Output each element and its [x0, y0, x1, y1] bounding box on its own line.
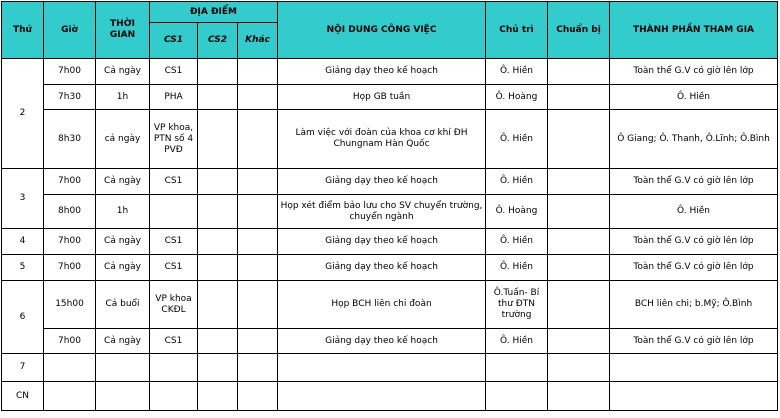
table-row: [2, 110, 778, 169]
prep-cell: [548, 281, 610, 329]
time-cell: 7h30: [44, 85, 96, 110]
host-cell: Ô. Hoàng: [486, 195, 548, 229]
content-cell: [278, 382, 486, 411]
table-row: [2, 382, 778, 411]
header-noi-dung: NỘI DUNG CÔNG VIỆC: [278, 2, 486, 59]
time-cell: 8h00: [44, 195, 96, 229]
day-cell: 4: [2, 229, 44, 255]
prep-cell: [548, 110, 610, 169]
content-cell: Giảng dạy theo kế hoạch: [278, 59, 486, 85]
cs2-cell: [198, 110, 238, 169]
participants-cell: Toàn thể G.V có giờ lên lớp: [610, 329, 778, 354]
header-thoi-gian: THỜI GIAN: [96, 2, 150, 59]
duration-cell: Cả ngày: [96, 229, 150, 255]
cs2-cell: [198, 329, 238, 354]
participants-cell: Toàn thể G.V có giờ lên lớp: [610, 255, 778, 281]
header-cs1: CS1: [150, 23, 198, 59]
prep-cell: [548, 229, 610, 255]
day-cell: 6: [2, 281, 44, 354]
host-cell: Ô. Hoàng: [486, 85, 548, 110]
participants-cell: Toàn thể G.V có giờ lên lớp: [610, 229, 778, 255]
cs1-cell: [150, 354, 198, 382]
table-row: [2, 85, 778, 110]
cs2-cell: [198, 229, 238, 255]
cs1-cell: CS1: [150, 169, 198, 195]
header-chuan-bi: Chuẩn bị: [548, 2, 610, 59]
participants-cell: Ô. Hiền: [610, 195, 778, 229]
header-thu: Thứ: [2, 2, 44, 59]
cs1-cell: CS1: [150, 255, 198, 281]
cs1-cell: [150, 382, 198, 411]
header-thanh-phan: THÀNH PHẦN THAM GIA: [610, 2, 778, 59]
time-cell: 7h00: [44, 255, 96, 281]
header-chu-tri: Chủ trì: [486, 2, 548, 59]
table-row: [2, 229, 778, 255]
day-cell: 3: [2, 169, 44, 229]
host-cell: Ô. Hiền: [486, 255, 548, 281]
participants-cell: [610, 382, 778, 411]
khac-cell: [238, 85, 278, 110]
duration-cell: Cả ngày: [96, 59, 150, 85]
cs2-cell: [198, 85, 238, 110]
cs2-cell: [198, 169, 238, 195]
participants-cell: Toàn thể G.V có giờ lên lớp: [610, 169, 778, 195]
content-cell: Giảng dạy theo kế hoạch: [278, 329, 486, 354]
cs2-cell: [198, 382, 238, 411]
table-row: [2, 195, 778, 229]
participants-cell: BCH liên chi; b.Mỹ; Ô.Bình: [610, 281, 778, 329]
schedule-table: [1, 1, 778, 411]
participants-cell: [610, 354, 778, 382]
cs2-cell: [198, 59, 238, 85]
time-cell: 8h30: [44, 110, 96, 169]
content-cell: Giảng dạy theo kế hoạch: [278, 229, 486, 255]
time-cell: [44, 354, 96, 382]
cs1-cell: PHA: [150, 85, 198, 110]
content-cell: Họp xét điểm bảo lưu cho SV chuyển trường, chuyển ngành: [278, 195, 486, 229]
header-cs2: CS2: [198, 23, 238, 59]
khac-cell: [238, 59, 278, 85]
cs1-cell: VP khoa CKĐL: [150, 281, 198, 329]
cs1-cell: CS1: [150, 329, 198, 354]
khac-cell: [238, 110, 278, 169]
host-cell: [486, 354, 548, 382]
content-cell: [278, 354, 486, 382]
table-row: [2, 255, 778, 281]
day-cell: 5: [2, 255, 44, 281]
time-cell: 7h00: [44, 329, 96, 354]
header-dia-diem: ĐỊA ĐIỂM: [150, 2, 278, 23]
duration-cell: Cả ngày: [96, 169, 150, 195]
host-cell: [486, 382, 548, 411]
duration-cell: 1h: [96, 195, 150, 229]
khac-cell: [238, 382, 278, 411]
day-cell: 2: [2, 59, 44, 169]
host-cell: Ô. Hiền: [486, 110, 548, 169]
prep-cell: [548, 195, 610, 229]
cs2-cell: [198, 281, 238, 329]
day-cell: CN: [2, 382, 44, 411]
table-row: [2, 281, 778, 329]
cs1-cell: CS1: [150, 229, 198, 255]
participants-cell: Ô Giang; Ô. Thanh, Ô.Lĩnh; Ô.Bình: [610, 110, 778, 169]
khac-cell: [238, 281, 278, 329]
participants-cell: Ô. Hiền: [610, 85, 778, 110]
table-row: [2, 59, 778, 85]
host-cell: Ô. Hiền: [486, 229, 548, 255]
cs1-cell: CS1: [150, 59, 198, 85]
host-cell: Ô. Hiền: [486, 169, 548, 195]
prep-cell: [548, 255, 610, 281]
duration-cell: 1h: [96, 85, 150, 110]
duration-cell: Cả ngày: [96, 255, 150, 281]
khac-cell: [238, 195, 278, 229]
host-cell: Ô. Hiền: [486, 329, 548, 354]
content-cell: Giảng dạy theo kế hoạch: [278, 255, 486, 281]
time-cell: 7h00: [44, 229, 96, 255]
cs2-cell: [198, 354, 238, 382]
table-row: [2, 329, 778, 354]
time-cell: 7h00: [44, 169, 96, 195]
cs1-cell: [150, 195, 198, 229]
cs2-cell: [198, 255, 238, 281]
khac-cell: [238, 229, 278, 255]
prep-cell: [548, 85, 610, 110]
day-cell: 7: [2, 354, 44, 382]
header-khac: Khác: [238, 23, 278, 59]
duration-cell: Cả ngày: [96, 329, 150, 354]
khac-cell: [238, 354, 278, 382]
host-cell: Ô.Tuấn- Bí thư ĐTN trường: [486, 281, 548, 329]
time-cell: [44, 382, 96, 411]
table-row: [2, 169, 778, 195]
content-cell: Làm việc với đoàn của khoa cơ khí ĐH Chungnam Hàn Quốc: [278, 110, 486, 169]
prep-cell: [548, 59, 610, 85]
cs2-cell: [198, 195, 238, 229]
participants-cell: Toàn thể G.V có giờ lên lớp: [610, 59, 778, 85]
header-gio: Giờ: [44, 2, 96, 59]
cs1-cell: VP khoa, PTN số 4 PVĐ: [150, 110, 198, 169]
prep-cell: [548, 169, 610, 195]
khac-cell: [238, 255, 278, 281]
table-row: [2, 354, 778, 382]
duration-cell: [96, 382, 150, 411]
prep-cell: [548, 329, 610, 354]
host-cell: Ô. Hiền: [486, 59, 548, 85]
prep-cell: [548, 382, 610, 411]
content-cell: Họp GB tuần: [278, 85, 486, 110]
content-cell: Họp BCH liên chi đoàn: [278, 281, 486, 329]
prep-cell: [548, 354, 610, 382]
time-cell: 15h00: [44, 281, 96, 329]
duration-cell: [96, 354, 150, 382]
duration-cell: cả ngày: [96, 110, 150, 169]
khac-cell: [238, 329, 278, 354]
time-cell: 7h00: [44, 59, 96, 85]
content-cell: Giảng dạy theo kế hoạch: [278, 169, 486, 195]
khac-cell: [238, 169, 278, 195]
duration-cell: Cả buổi: [96, 281, 150, 329]
